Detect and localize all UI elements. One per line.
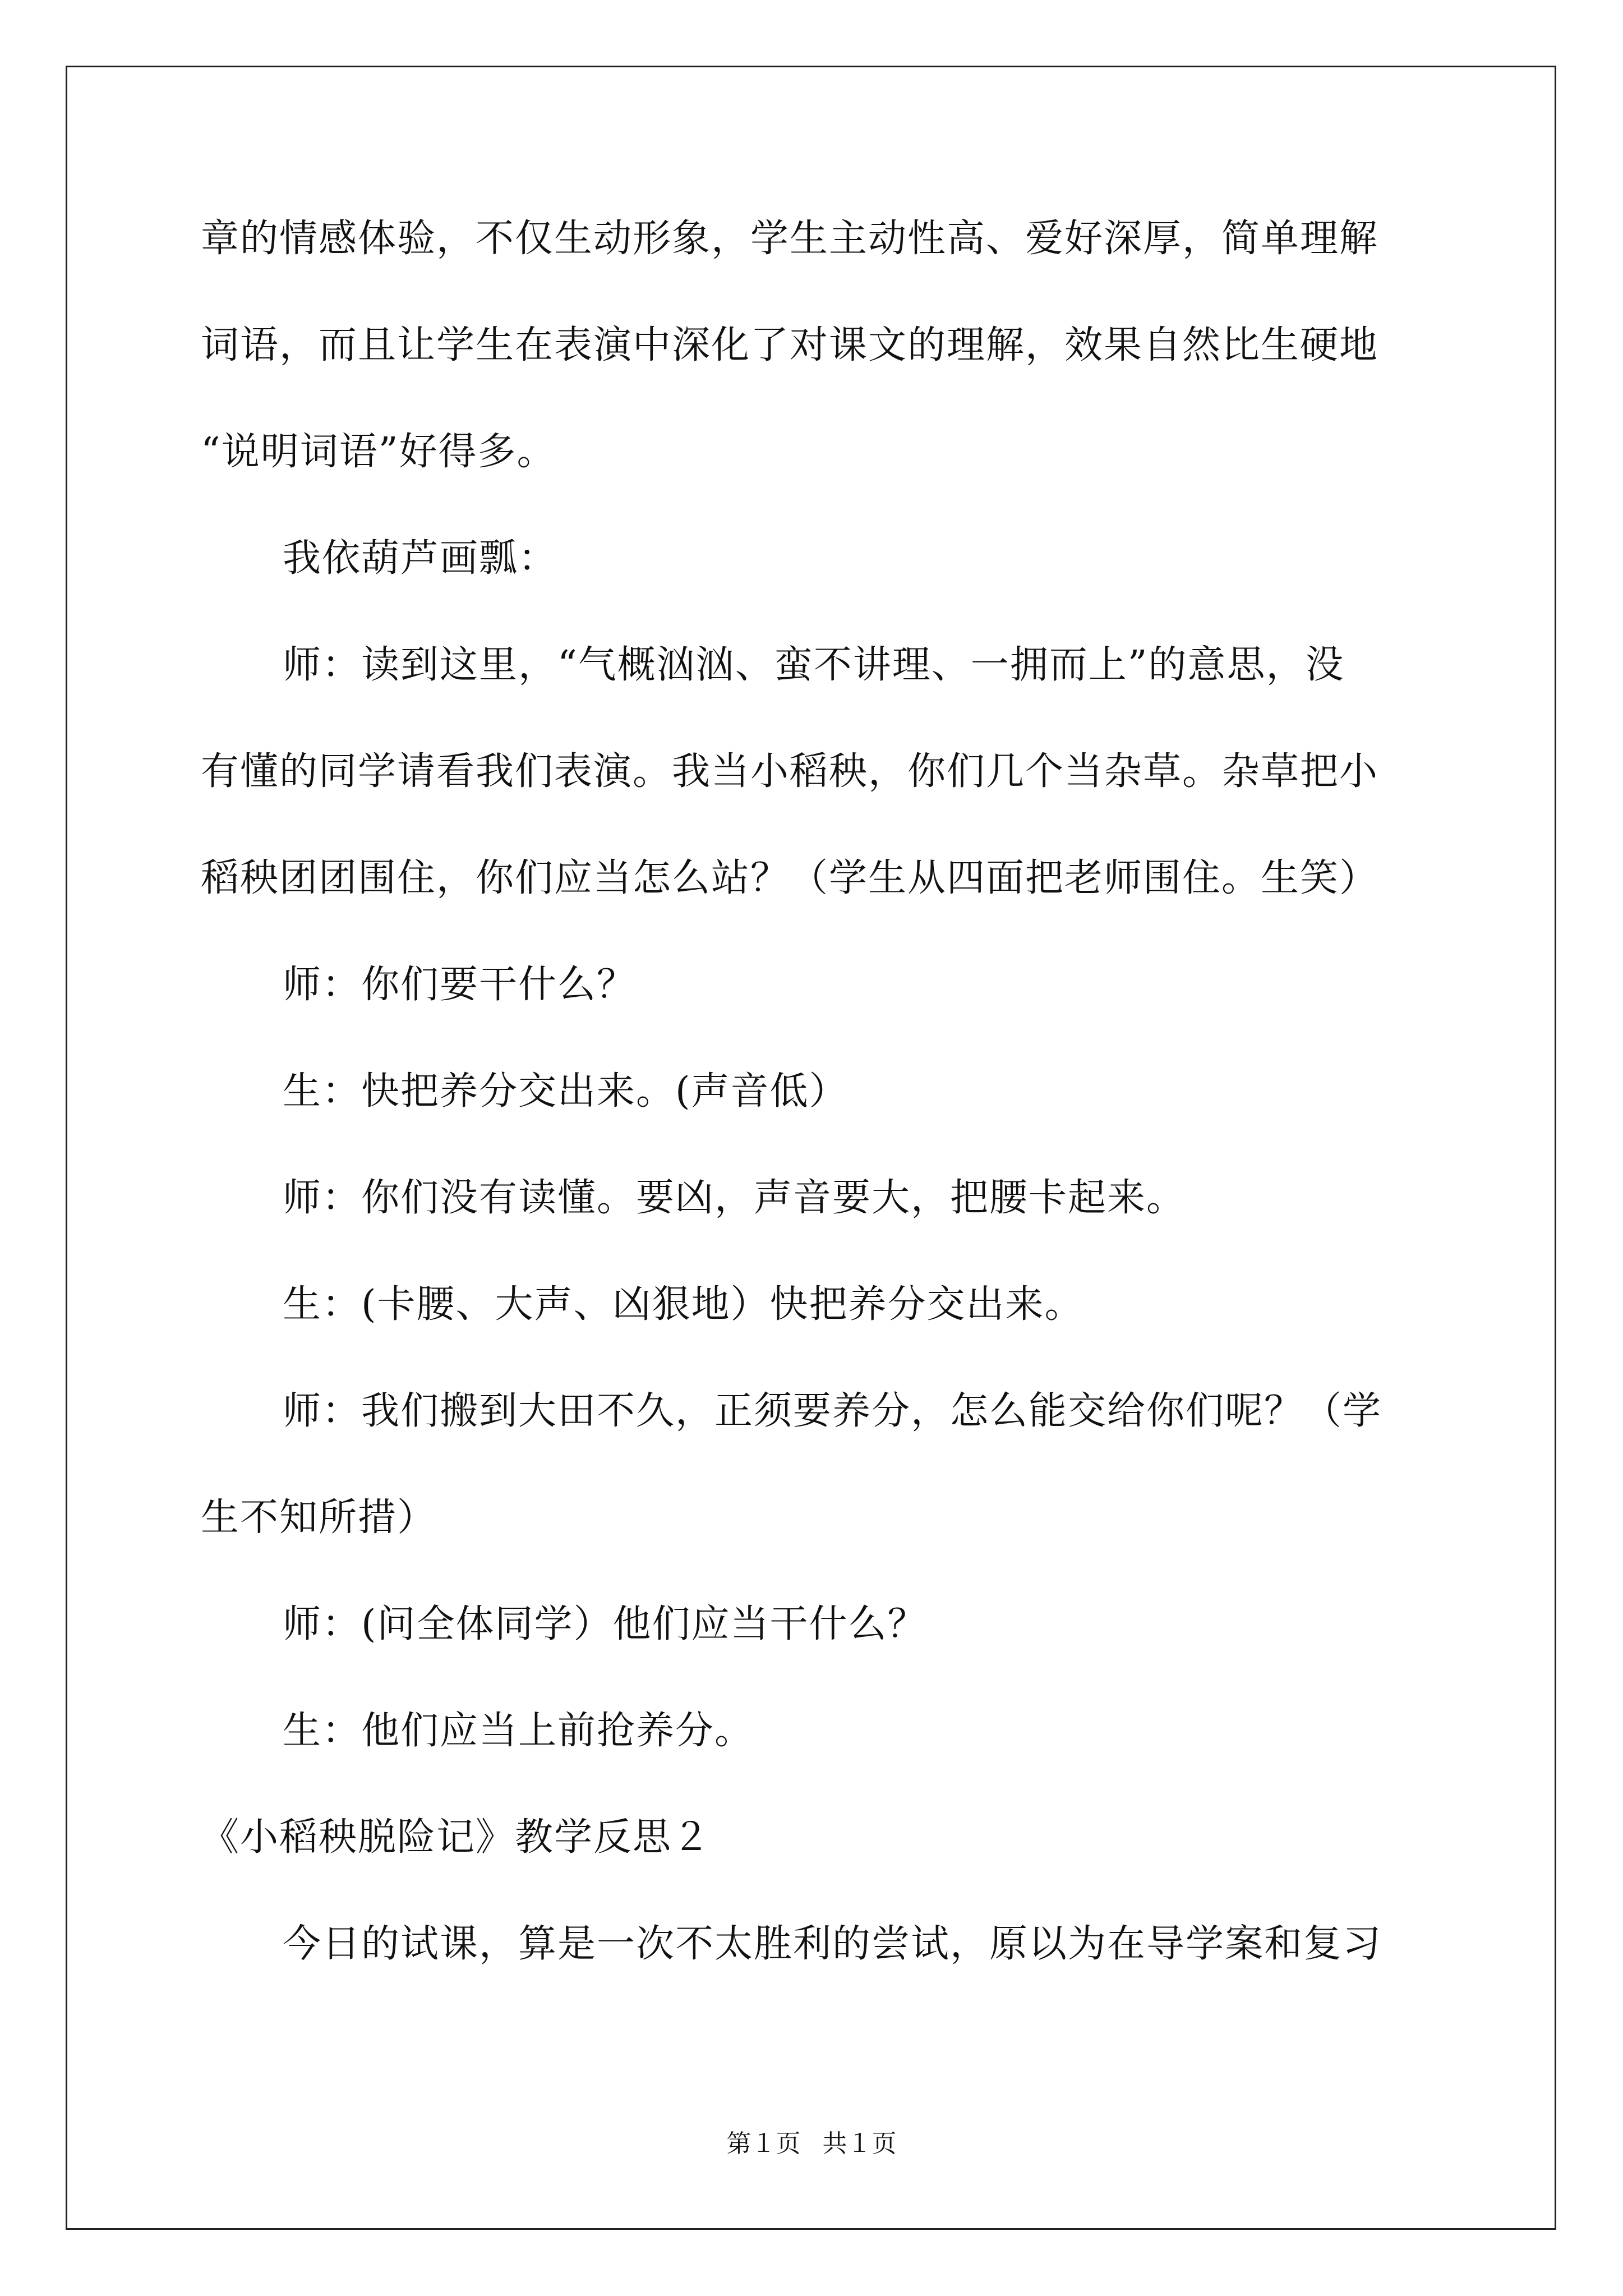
page-frame	[66, 66, 1556, 2230]
paragraph-line: 师：你们没有读懂。要凶，声音要大，把腰卡起来。	[283, 1176, 1186, 1220]
paragraph-line: 今日的试课，算是一次不太胜利的尝试，原以为在导学案和复习	[283, 1922, 1382, 1966]
paragraph-line: 生：(卡腰、大声、凶狠地）快把养分交出来。	[283, 1282, 1084, 1327]
page-footer	[0, 2127, 1623, 2161]
paragraph-line: 章的情感体验，不仅生动形象，学生主动性高、爱好深厚，简单理解	[201, 217, 1379, 261]
paragraph-line: 师：读到这里，“气概汹汹、蛮不讲理、一拥而上”的意思，没	[283, 643, 1345, 687]
paragraph-line: 生不知所措）	[201, 1496, 437, 1540]
section-heading: 《小稻秧脱险记》教学反思２	[201, 1815, 712, 1860]
paragraph-line: 师：我们搬到大田不久，正须要养分，怎么能交给你们呢？（学	[283, 1389, 1382, 1433]
paragraph-line: 师：(问全体同学）他们应当干什么？	[283, 1602, 927, 1646]
paragraph-line: 有懂的同学请看我们表演。我当小稻秧，你们几个当杂草。杂草把小	[201, 749, 1379, 794]
paragraph-line: 稻秧团团围住，你们应当怎么站？（学生从四面把老师围住。生笑）	[201, 856, 1379, 900]
paragraph-line: 生：快把养分交出来。(声音低）	[283, 1069, 849, 1114]
paragraph-line: “说明词语”好得多。	[201, 430, 556, 474]
page-total: 共１页	[822, 2130, 897, 2157]
paragraph-line: 生：他们应当上前抢养分。	[283, 1709, 754, 1753]
paragraph-line: 我依葫芦画瓢：	[283, 536, 558, 581]
paragraph-line: 师：你们要干什么？	[283, 963, 637, 1007]
paragraph-line: 词语，而且让学生在表演中深化了对课文的理解，效果自然比生硬地	[201, 323, 1379, 367]
page-number: 第１页	[726, 2130, 801, 2157]
